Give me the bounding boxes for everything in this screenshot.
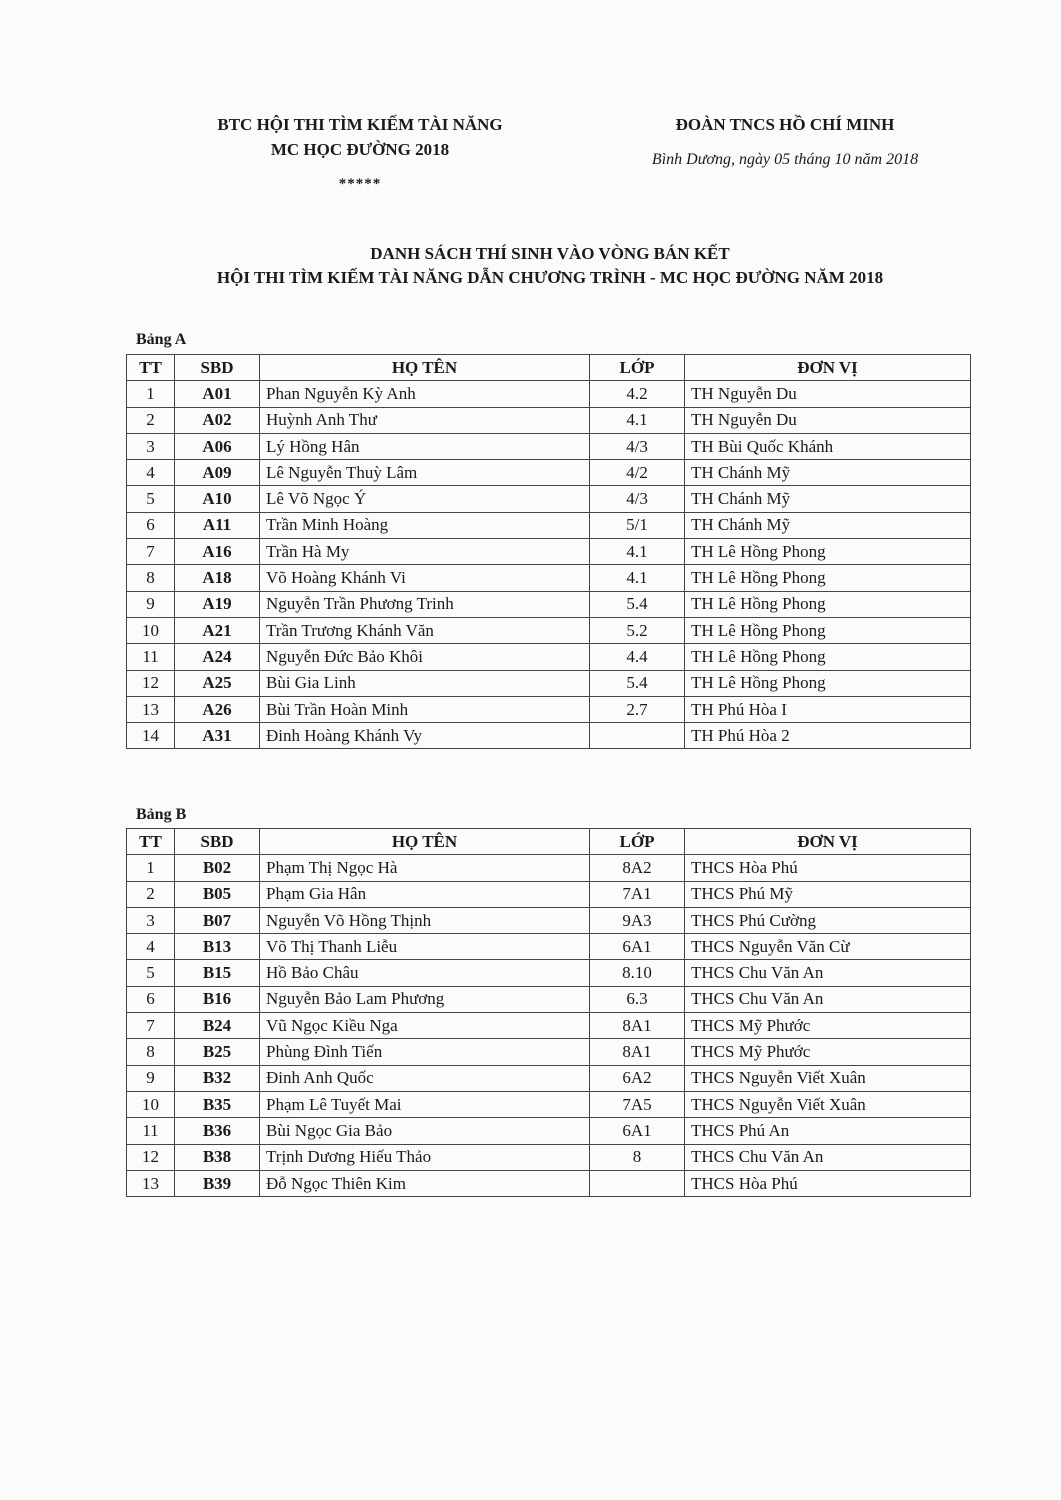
unit-cell: TH Chánh Mỹ xyxy=(685,460,971,486)
class-cell: 5.2 xyxy=(590,617,685,643)
class-cell: 4.1 xyxy=(590,539,685,565)
table-row xyxy=(127,881,971,907)
tt-cell: 1 xyxy=(127,855,175,881)
tt-cell: 6 xyxy=(127,512,175,538)
sbd-cell: A01 xyxy=(175,381,260,407)
tt-cell: 6 xyxy=(127,986,175,1012)
sbd-cell: A06 xyxy=(175,433,260,459)
name-cell: Đinh Anh Quốc xyxy=(260,1065,590,1091)
unit-cell: TH Chánh Mỹ xyxy=(685,486,971,512)
unit-cell: TH Phú Hòa I xyxy=(685,696,971,722)
name-cell: Nguyễn Võ Hồng Thịnh xyxy=(260,907,590,933)
class-cell: 4.4 xyxy=(590,644,685,670)
table-b xyxy=(126,828,971,1197)
unit-cell: THCS Hòa Phú xyxy=(685,855,971,881)
title-line-2: HỘI THI TÌM KIẾM TÀI NĂNG DẪN CHƯƠNG TRÌNH - MC HỌC ĐƯỜNG NĂM 2018 xyxy=(216,268,884,287)
unit-cell: TH Lê Hồng Phong xyxy=(685,670,971,696)
table-row xyxy=(127,696,971,722)
union-header xyxy=(600,112,970,169)
table-header-row xyxy=(127,829,971,855)
union-name: ĐOÀN TNCS HỒ CHÍ MINH xyxy=(675,115,895,134)
tt-cell: 1 xyxy=(127,381,175,407)
table-row xyxy=(127,855,971,881)
name-cell: Nguyễn Đức Bảo Khôi xyxy=(260,644,590,670)
table-row xyxy=(127,670,971,696)
name-cell: Trịnh Dương Hiếu Thảo xyxy=(260,1144,590,1170)
class-cell: 6A2 xyxy=(590,1065,685,1091)
table-row xyxy=(127,986,971,1012)
sbd-cell: B07 xyxy=(175,907,260,933)
table-row xyxy=(127,1065,971,1091)
name-cell: Phạm Gia Hân xyxy=(260,881,590,907)
tt-header: TT xyxy=(127,829,175,855)
tt-cell: 8 xyxy=(127,565,175,591)
organizer-header xyxy=(160,112,560,197)
unit-cell: TH Bùi Quốc Khánh xyxy=(685,433,971,459)
class-cell: 5.4 xyxy=(590,670,685,696)
unit-cell: THCS Mỹ Phước xyxy=(685,1039,971,1065)
organizer-line-2: MC HỌC ĐƯỜNG 2018 xyxy=(270,140,450,159)
class-cell: 7A1 xyxy=(590,881,685,907)
tt-cell: 10 xyxy=(127,617,175,643)
class-cell: 5/1 xyxy=(590,512,685,538)
unit-cell: TH Lê Hồng Phong xyxy=(685,644,971,670)
unit-cell: TH Lê Hồng Phong xyxy=(685,591,971,617)
sbd-cell: A21 xyxy=(175,617,260,643)
unit-header: ĐƠN VỊ xyxy=(685,829,971,855)
tt-cell: 14 xyxy=(127,723,175,749)
sbd-cell: A18 xyxy=(175,565,260,591)
table-row xyxy=(127,1118,971,1144)
sbd-cell: A09 xyxy=(175,460,260,486)
tt-cell: 13 xyxy=(127,1170,175,1196)
tt-cell: 3 xyxy=(127,907,175,933)
organizer-line-1: BTC HỘI THI TÌM KIẾM TÀI NĂNG xyxy=(217,115,503,134)
tt-cell: 3 xyxy=(127,433,175,459)
class-cell: 8.10 xyxy=(590,960,685,986)
class-cell xyxy=(590,723,685,749)
table-a xyxy=(126,354,971,749)
unit-cell: THCS Chu Văn An xyxy=(685,986,971,1012)
unit-cell: THCS Phú Mỹ xyxy=(685,881,971,907)
sbd-cell: A11 xyxy=(175,512,260,538)
tt-cell: 7 xyxy=(127,539,175,565)
tt-cell: 9 xyxy=(127,1065,175,1091)
unit-cell: TH Chánh Mỹ xyxy=(685,512,971,538)
class-cell: 4/3 xyxy=(590,433,685,459)
header-stars: ***** xyxy=(338,176,382,192)
name-cell: Bùi Gia Linh xyxy=(260,670,590,696)
sbd-cell: A16 xyxy=(175,539,260,565)
table-row xyxy=(127,433,971,459)
table-row xyxy=(127,617,971,643)
tt-cell: 5 xyxy=(127,960,175,986)
sbd-cell: A25 xyxy=(175,670,260,696)
place-date: Bình Dương, ngày 05 tháng 10 năm 2018 xyxy=(651,151,919,168)
class-cell: 6.3 xyxy=(590,986,685,1012)
tt-cell: 13 xyxy=(127,696,175,722)
name-cell: Hồ Bảo Châu xyxy=(260,960,590,986)
sbd-cell: B32 xyxy=(175,1065,260,1091)
tt-cell: 11 xyxy=(127,1118,175,1144)
table-row xyxy=(127,512,971,538)
tt-header: TT xyxy=(127,355,175,381)
sbd-cell: B38 xyxy=(175,1144,260,1170)
unit-cell: THCS Chu Văn An xyxy=(685,960,971,986)
class-cell: 6A1 xyxy=(590,1118,685,1144)
class-cell: 5.4 xyxy=(590,591,685,617)
table-row xyxy=(127,539,971,565)
unit-cell: THCS Nguyễn Viết Xuân xyxy=(685,1091,971,1117)
unit-cell: THCS Phú An xyxy=(685,1118,971,1144)
name-cell: Đỗ Ngọc Thiên Kim xyxy=(260,1170,590,1196)
sbd-header: SBD xyxy=(175,829,260,855)
class-cell: 8A1 xyxy=(590,1013,685,1039)
name-cell: Võ Hoàng Khánh Vi xyxy=(260,565,590,591)
unit-cell: TH Nguyễn Du xyxy=(685,407,971,433)
class-cell: 8A1 xyxy=(590,1039,685,1065)
name-cell: Lê Võ Ngọc Ý xyxy=(260,486,590,512)
name-cell: Trần Hà My xyxy=(260,539,590,565)
name-cell: Bùi Ngọc Gia Bảo xyxy=(260,1118,590,1144)
name-cell: Nguyễn Bảo Lam Phương xyxy=(260,986,590,1012)
sbd-cell: A19 xyxy=(175,591,260,617)
name-header: HỌ TÊN xyxy=(260,355,590,381)
tt-cell: 8 xyxy=(127,1039,175,1065)
sbd-cell: B02 xyxy=(175,855,260,881)
table-row xyxy=(127,407,971,433)
sbd-cell: B15 xyxy=(175,960,260,986)
unit-cell: THCS Mỹ Phước xyxy=(685,1013,971,1039)
name-cell: Nguyễn Trần Phương Trinh xyxy=(260,591,590,617)
class-header: LỚP xyxy=(590,355,685,381)
unit-cell: THCS Nguyễn Văn Cừ xyxy=(685,934,971,960)
table-row xyxy=(127,591,971,617)
name-cell: Lê Nguyễn Thuỳ Lâm xyxy=(260,460,590,486)
table-row xyxy=(127,723,971,749)
class-cell: 4.2 xyxy=(590,381,685,407)
sbd-cell: A10 xyxy=(175,486,260,512)
name-cell: Phan Nguyễn Kỳ Anh xyxy=(260,381,590,407)
table-b-label: Bảng B xyxy=(136,806,187,823)
sbd-cell: A24 xyxy=(175,644,260,670)
unit-cell: TH Nguyễn Du xyxy=(685,381,971,407)
tt-cell: 2 xyxy=(127,881,175,907)
table-a-label: Bảng A xyxy=(136,331,187,348)
unit-cell: TH Lê Hồng Phong xyxy=(685,565,971,591)
unit-cell: TH Lê Hồng Phong xyxy=(685,617,971,643)
tt-cell: 5 xyxy=(127,486,175,512)
sbd-cell: B39 xyxy=(175,1170,260,1196)
name-cell: Trần Minh Hoàng xyxy=(260,512,590,538)
sbd-cell: B05 xyxy=(175,881,260,907)
table-row xyxy=(127,907,971,933)
class-cell: 4.1 xyxy=(590,565,685,591)
table-row xyxy=(127,486,971,512)
sbd-cell: A31 xyxy=(175,723,260,749)
name-header: HỌ TÊN xyxy=(260,829,590,855)
table-header-row xyxy=(127,355,971,381)
name-cell: Huỳnh Anh Thư xyxy=(260,407,590,433)
tt-cell: 10 xyxy=(127,1091,175,1117)
name-cell: Vũ Ngọc Kiều Nga xyxy=(260,1013,590,1039)
tt-cell: 9 xyxy=(127,591,175,617)
sbd-cell: B13 xyxy=(175,934,260,960)
name-cell: Phạm Thị Ngọc Hà xyxy=(260,855,590,881)
tt-cell: 4 xyxy=(127,460,175,486)
table-row xyxy=(127,960,971,986)
document-title xyxy=(100,242,1000,290)
class-cell: 4/2 xyxy=(590,460,685,486)
class-cell: 8A2 xyxy=(590,855,685,881)
class-cell: 9A3 xyxy=(590,907,685,933)
sbd-header: SBD xyxy=(175,355,260,381)
table-row xyxy=(127,1091,971,1117)
sbd-cell: B16 xyxy=(175,986,260,1012)
unit-cell: THCS Hòa Phú xyxy=(685,1170,971,1196)
name-cell: Đinh Hoàng Khánh Vy xyxy=(260,723,590,749)
class-cell xyxy=(590,1170,685,1196)
table-row xyxy=(127,1013,971,1039)
unit-cell: THCS Chu Văn An xyxy=(685,1144,971,1170)
class-header: LỚP xyxy=(590,829,685,855)
unit-cell: TH Lê Hồng Phong xyxy=(685,539,971,565)
table-row xyxy=(127,1144,971,1170)
tt-cell: 7 xyxy=(127,1013,175,1039)
sbd-cell: B25 xyxy=(175,1039,260,1065)
table-row xyxy=(127,565,971,591)
class-cell: 8 xyxy=(590,1144,685,1170)
table-row xyxy=(127,934,971,960)
sbd-cell: B24 xyxy=(175,1013,260,1039)
sbd-cell: B36 xyxy=(175,1118,260,1144)
name-cell: Phạm Lê Tuyết Mai xyxy=(260,1091,590,1117)
class-cell: 6A1 xyxy=(590,934,685,960)
tt-cell: 2 xyxy=(127,407,175,433)
name-cell: Võ Thị Thanh Liễu xyxy=(260,934,590,960)
table-row xyxy=(127,1170,971,1196)
class-cell: 4.1 xyxy=(590,407,685,433)
table-row xyxy=(127,1039,971,1065)
sbd-cell: A02 xyxy=(175,407,260,433)
unit-cell: TH Phú Hòa 2 xyxy=(685,723,971,749)
sbd-cell: B35 xyxy=(175,1091,260,1117)
unit-header: ĐƠN VỊ xyxy=(685,355,971,381)
name-cell: Bùi Trần Hoàn Minh xyxy=(260,696,590,722)
class-cell: 4/3 xyxy=(590,486,685,512)
sbd-cell: A26 xyxy=(175,696,260,722)
tt-cell: 12 xyxy=(127,670,175,696)
title-line-1: DANH SÁCH THÍ SINH VÀO VÒNG BÁN KẾT xyxy=(370,244,730,263)
class-cell: 2.7 xyxy=(590,696,685,722)
tt-cell: 11 xyxy=(127,644,175,670)
class-cell: 7A5 xyxy=(590,1091,685,1117)
table-row xyxy=(127,644,971,670)
table-row xyxy=(127,381,971,407)
name-cell: Trần Trương Khánh Văn xyxy=(260,617,590,643)
unit-cell: THCS Nguyễn Viết Xuân xyxy=(685,1065,971,1091)
table-row xyxy=(127,460,971,486)
unit-cell: THCS Phú Cường xyxy=(685,907,971,933)
tt-cell: 4 xyxy=(127,934,175,960)
tt-cell: 12 xyxy=(127,1144,175,1170)
name-cell: Phùng Đình Tiến xyxy=(260,1039,590,1065)
name-cell: Lý Hồng Hân xyxy=(260,433,590,459)
